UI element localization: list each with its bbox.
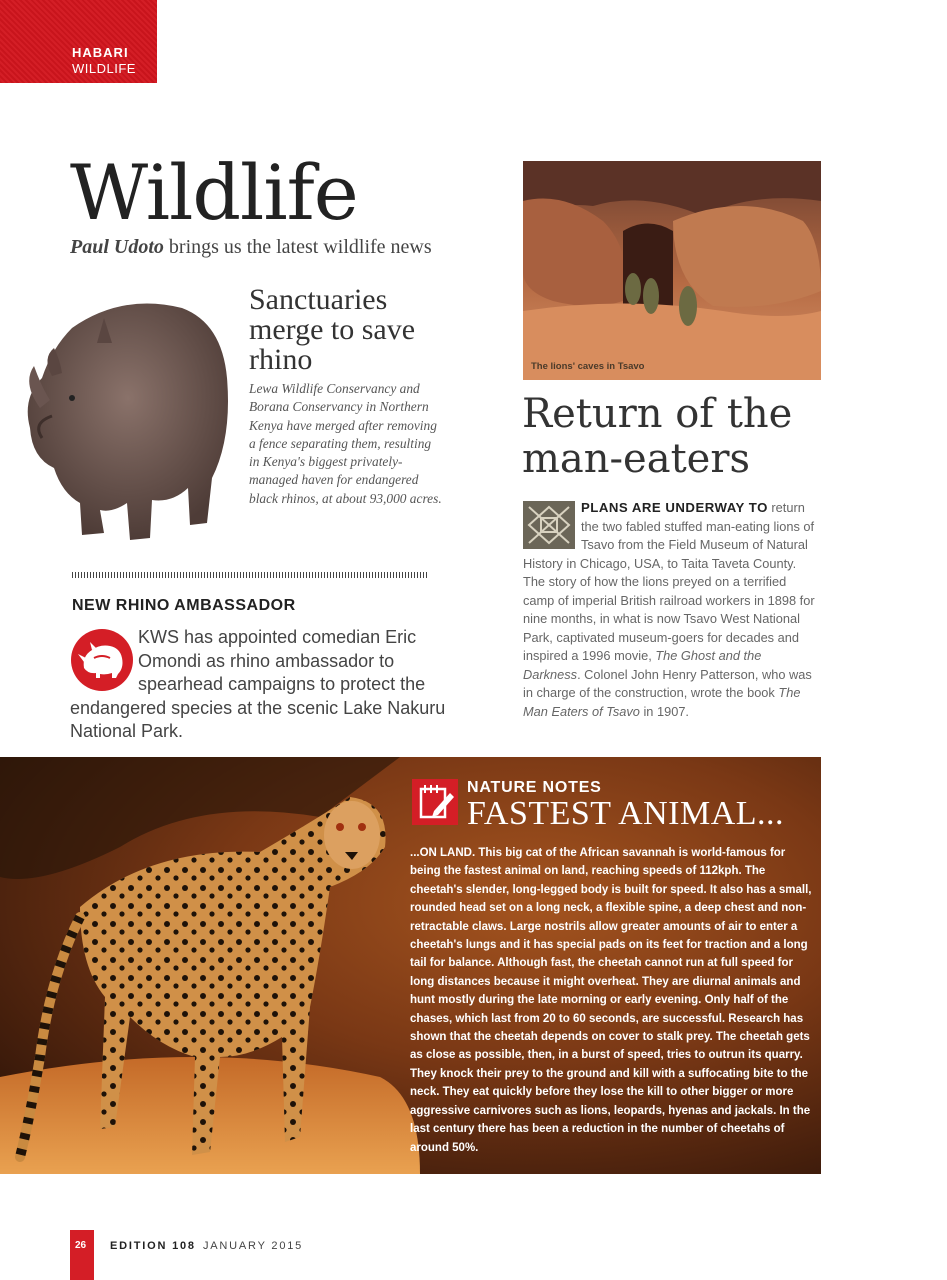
section-tab-line1: HABARI (72, 45, 129, 60)
issue-date: JANUARY 2015 (203, 1240, 304, 1252)
section-tab (0, 0, 157, 83)
byline-author: Paul Udoto (70, 236, 164, 258)
edition-label: EDITION 108 (110, 1240, 196, 1252)
byline-text: brings us the latest wildlife news (163, 236, 432, 258)
section-tab-line2: WILDLIFE (72, 61, 136, 76)
movie-title: The Ghost and the Darkness (523, 648, 762, 682)
caves-caption: The lions' caves in Tsavo (531, 361, 645, 372)
sanctuaries-heading: Sanctuaries merge to save rhino (249, 283, 416, 376)
sanctuaries-body: Lewa Wildlife Conservancy and Borana Conservancy in Northern Kenya have merged after removing a fence separating them, resulting in Kenya's biggest privately-managed haven for endangered black rhinos, at about 93,000 acres. (249, 381, 442, 506)
ambassador-heading: NEW RHINO AMBASSADOR (72, 597, 296, 614)
rhino-image (12, 288, 240, 548)
notepad-icon (412, 779, 458, 825)
section-divider (72, 572, 429, 578)
page-number: 26 (75, 1240, 87, 1251)
return-text-3: in 1907. (639, 703, 689, 719)
nature-notes-title: FASTEST ANIMAL... (467, 795, 785, 832)
lions-caves-photo (523, 161, 821, 380)
return-text-1: return the two fabled stuffed man-eating lions of Tsavo from the Field Museum of Natural History in Chicago, USA, to Taita Taveta County. The story of how the lions preyed on a terrified camp of imperial British railroad workers in 1898 for nine months, in what is now Tsavo West National Park, captivated museum-goers for decades and inspired a 1996 movie, (523, 500, 815, 663)
page-title: Wildlife (70, 148, 358, 237)
byline (70, 236, 432, 259)
page-number-bar (70, 1230, 94, 1280)
ambassador-text: KWS has appointed comedian Eric Omondi as rhino ambassador to spearhead campaigns to protect the endangered species at the scenic Lake Nakuru National Park. (70, 627, 446, 742)
nature-notes-label: NATURE NOTES (467, 779, 602, 796)
nature-notes-body: ...ON LAND. This big cat of the African savannah is world-famous for being the fastest animal on land, reaching speeds of 112kph. The cheetah's slender, long-legged body is built for speed. It also has a small, rounded head set on a long neck, a flexible spine, a deep chest and non-retractable claws. Large nostrils allow greater amounts of air to enter a cheetah's lungs and it has special pads on its feet for traction and a long tail for balance. Although fast, the cheetah cannot run at full speed for long distances because it might overheat. They are diurnal animals and hunt mostly during the late morning or early evening. Only half of the chases, which last from 20 to 60 seconds, are successful. Research has shown that the cheetah depends on cover to stalk prey. The cheetah gets as close as possible, then, in a burst of speed, tries to outrun its quarry. They knock their prey to the ground and kill with a suffocating bite to the neck. They eat quickly before they lose the kill to other bigger or more aggressive carnivores such as lions, leopards, hyenas and jackals. In the last century there has been a reduction in the number of cheetahs of around 50%. (410, 847, 812, 1154)
book-title: The Man Eaters of Tsavo (523, 685, 801, 719)
return-body (523, 499, 821, 721)
return-heading: Return of the man-eaters (522, 391, 793, 482)
return-text-2: . Colonel John Henry Patterson, who was in charge of the construction, wrote the book (523, 666, 812, 700)
return-lead: PLANS ARE UNDERWAY TO (581, 500, 768, 515)
ambassador-body (70, 626, 450, 744)
